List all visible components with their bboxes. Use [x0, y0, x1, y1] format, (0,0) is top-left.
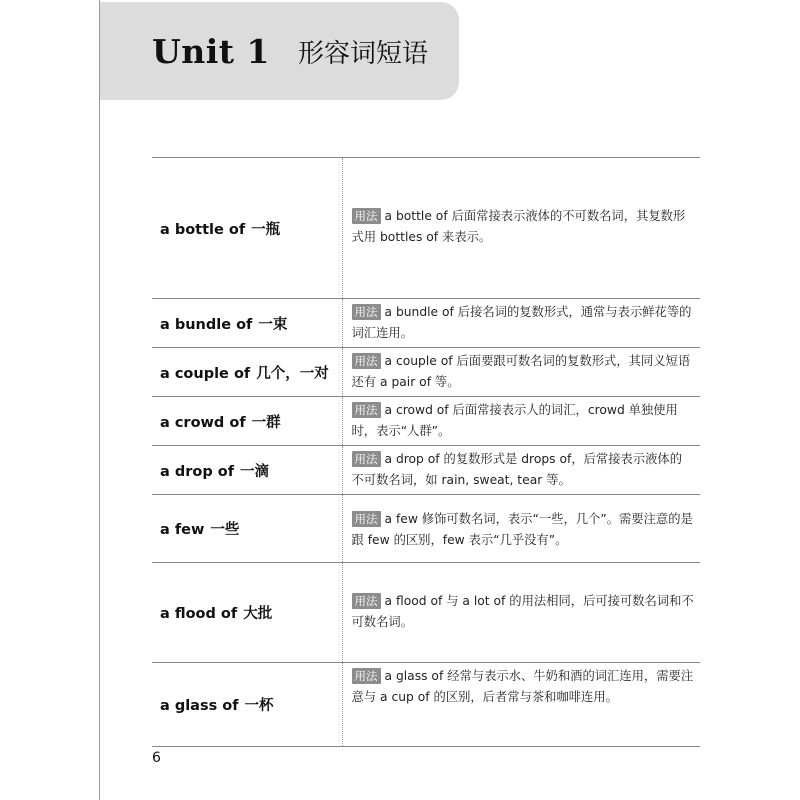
table-row — [152, 299, 700, 348]
page-number: 6 — [152, 750, 161, 766]
usage-note-cell — [342, 299, 700, 348]
term-zh: 一瓶 — [251, 221, 281, 238]
table-row — [152, 495, 700, 563]
table-row — [152, 446, 700, 495]
usage-note-cell — [342, 158, 700, 299]
usage-note-cell — [342, 563, 700, 663]
usage-note: a few 修饰可数名词，表示“一些，几个”。需要注意的是跟 few 的区别，few 表示“几乎没有”。 — [351, 512, 693, 547]
usage-note-cell — [342, 397, 700, 446]
usage-tag: 用法 — [352, 402, 381, 418]
usage-note: a couple of 后面要跟可数名词的复数形式，其同义短语还有 a pair of 等。 — [351, 354, 691, 389]
usage-note-cell — [342, 348, 700, 397]
usage-note: a glass of 经常与表示水、牛奶和酒的词汇连用，需要注意与 a cup of 的区别，后者常与茶和咖啡连用。 — [351, 669, 694, 704]
usage-tag: 用法 — [352, 451, 381, 467]
term-en: a drop of — [160, 463, 235, 480]
term-zh: 一些 — [210, 522, 240, 538]
term-zh: 几个，一对 — [256, 365, 329, 382]
term-zh: 一杯 — [244, 698, 274, 714]
usage-note-cell — [342, 495, 700, 563]
term-cell — [152, 446, 342, 495]
table-row — [152, 158, 700, 299]
usage-tag: 用法 — [352, 668, 381, 684]
usage-tag: 用法 — [352, 511, 381, 527]
term-en: a few — [160, 522, 205, 538]
usage-tag: 用法 — [352, 304, 381, 320]
usage-tag: 用法 — [352, 593, 381, 609]
term-cell — [152, 563, 342, 663]
unit-title: 形容词短语 — [298, 38, 429, 69]
usage-note-cell — [342, 663, 700, 747]
term-zh: 一滴 — [240, 463, 270, 480]
term-en: a bundle of — [160, 316, 253, 333]
unit-header — [100, 2, 459, 100]
term-en: a glass of — [160, 698, 239, 714]
table-row — [152, 663, 700, 747]
table-row — [152, 397, 700, 446]
usage-tag: 用法 — [352, 353, 381, 369]
usage-note-cell — [342, 446, 700, 495]
term-en: a flood of — [160, 606, 238, 622]
usage-note: a crowd of 后面常接表示人的词汇，crowd 单独使用时，表示“人群”。 — [351, 403, 678, 438]
table-row — [152, 348, 700, 397]
term-zh: 大批 — [243, 606, 273, 622]
term-cell — [152, 158, 342, 299]
term-cell — [152, 397, 342, 446]
usage-tag: 用法 — [352, 208, 381, 224]
usage-note: a drop of 的复数形式是 drops of，后常接表示液体的不可数名词，如 rain, sweat, tear 等。 — [351, 452, 682, 487]
term-cell — [152, 663, 342, 747]
term-en: a bottle of — [160, 221, 246, 238]
term-en: a couple of — [160, 365, 251, 382]
term-en: a crowd of — [160, 414, 246, 431]
term-cell — [152, 495, 342, 563]
usage-note: a flood of 与 a lot of 的用法相同，后可接可数名词和不可数名词。 — [351, 594, 694, 629]
usage-note: a bundle of 后接名词的复数形式，通常与表示鲜花等的词汇连用。 — [351, 305, 692, 340]
table-row — [152, 563, 700, 663]
usage-note: a bottle of 后面常接表示液体的不可数名词，其复数形式用 bottles of 来表示。 — [351, 209, 686, 244]
vocabulary-table — [152, 157, 700, 747]
term-zh: 一束 — [258, 316, 288, 333]
unit-label: Unit 1 — [152, 31, 271, 71]
term-cell — [152, 348, 342, 397]
term-cell — [152, 299, 342, 348]
term-zh: 一群 — [251, 414, 281, 431]
